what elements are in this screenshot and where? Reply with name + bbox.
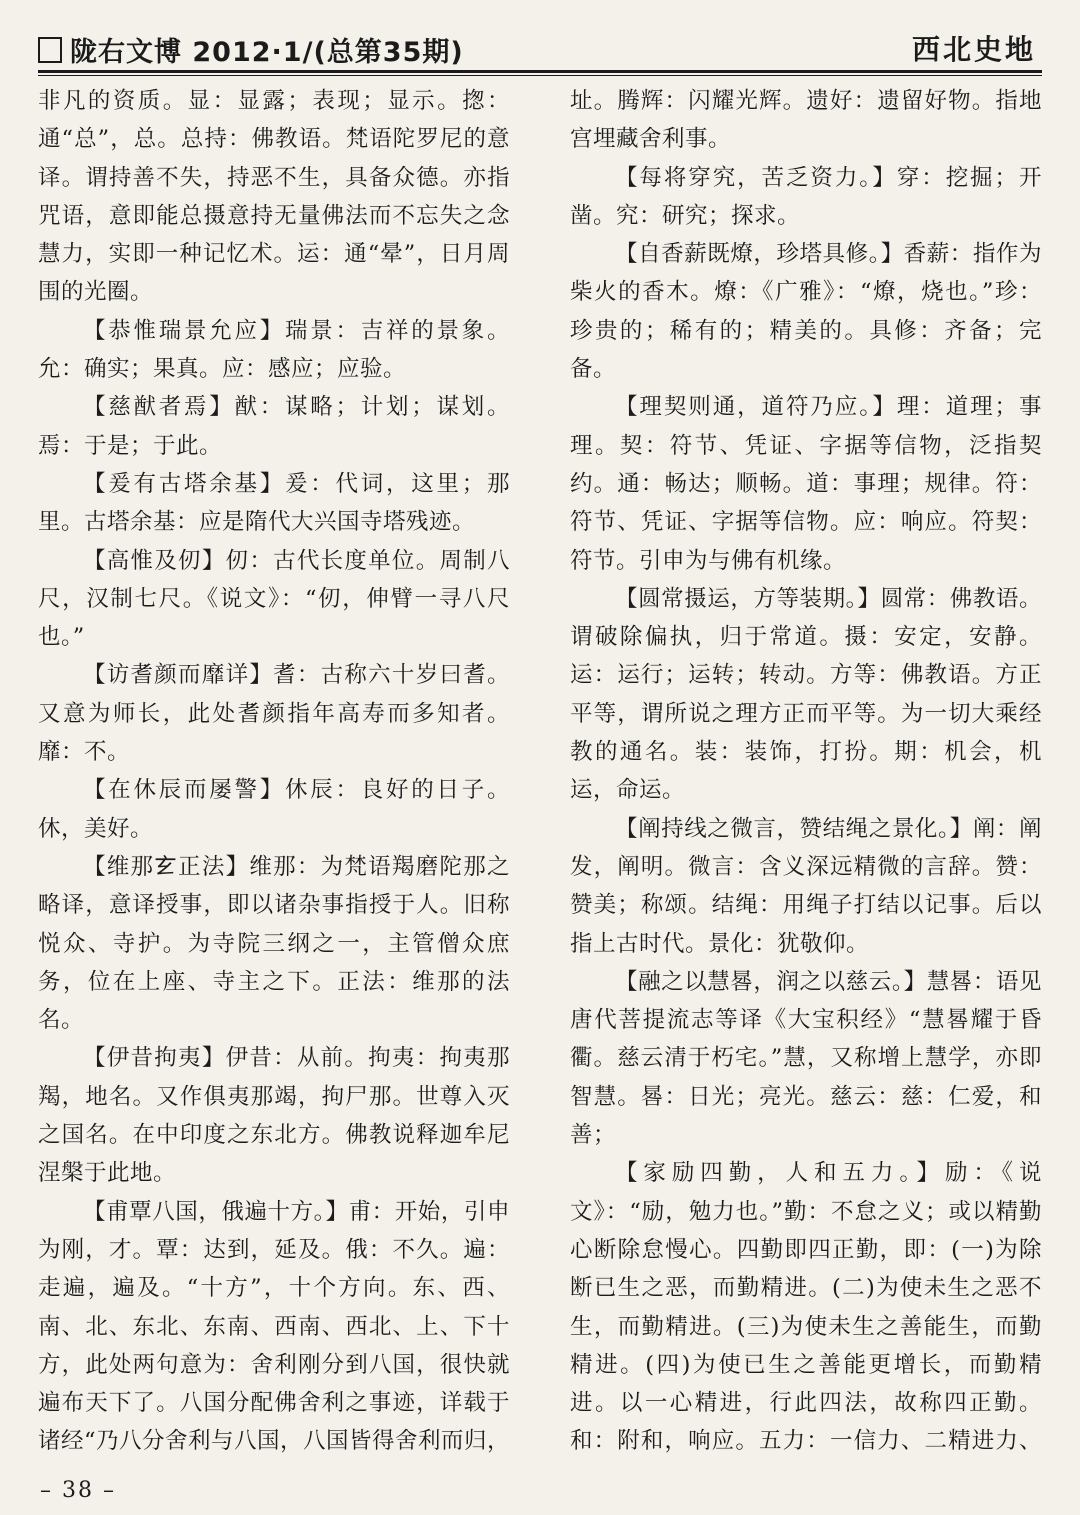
square-mark-icon (38, 37, 62, 63)
paragraph: 【伊昔拘夷】伊昔：从前。拘夷：拘夷那羯，地名。又作俱夷那竭，拘尸那。世尊入灭之国名。在中印度之东北方。佛教说释迦牟尼涅槃于此地。 (38, 1045, 510, 1187)
paragraph: 【家励四勤，人和五力。】励：《说文》：“励，勉力也。”勤：不怠之义；或以精勤心断除怠慢心。四勤即四正勤，即：(一)为除断已生之恶，而勤精进。(二)为使未生之恶不生，而勤精进。(三)为使未生之善能生，而勤精进。(四)为使已生之善能更增长，而勤精进。以一心精进，行此四法，故称四正勤。和：附和，响应。五力：一信力、二精进力、 (570, 1160, 1042, 1455)
page-header (38, 24, 1042, 74)
paragraph: 【圆常摄运，方等装期。】圆常：佛教语。谓破除偏执，归于常道。摄：安定，安静。运：运行；运转；转动。方等：佛教语。方正平等，谓所说之理方正而平等。为一切大乘经教的通名。装：装饰，打扮。期：机会，机运，命运。 (570, 585, 1042, 804)
paragraph: 【高惟及仞】仞：古代长度单位。周制八尺，汉制七尺。《说文》：“仞，伸臂一寻八尺也。” (38, 547, 510, 651)
header-rule (38, 70, 1042, 73)
paragraph: 【自香薪既燎，珍塔具修。】香薪：指作为柴火的香木。燎：《广雅》：“燎，烧也。”珍：珍贵的；稀有的；精美的。具修：齐备；完备。 (570, 241, 1042, 383)
paragraph: 址。腾辉：闪耀光辉。遗好：遗留好物。指地宫埋藏舍利事。 (570, 88, 1042, 153)
paragraph: 【维那𤣥正法】维那：为梵语羯磨陀那之略译，意译授事，即以诸杂事指授于人。旧称悦众、寺护。为寺院三纲之一，主管僧众庶务，位在上座、寺主之下。正法：维那的法名。 (38, 853, 510, 1034)
journal-issue: 陇右文博 2012·1/(总第35期) (70, 37, 464, 68)
paragraph: 【爰有古塔余基】爰：代词，这里；那里。古塔余基：应是隋代大兴国寺塔残迹。 (38, 470, 510, 536)
paragraph: 【慈猷者焉】猷：谋略；计划；谋划。焉：于是；于此。 (38, 394, 510, 459)
page-number: – 38 – (40, 1478, 116, 1503)
article-body (38, 82, 1042, 1455)
paragraph: 【阐持线之微言，赞结绳之景化。】阐：阐发，阐明。微言：含义深远精微的言辞。赞：赞美；称颂。结绳：用绳子打结以记事。后以指上古时代。景化：犹敬仰。 (570, 815, 1042, 957)
section-title: 西北史地 (911, 33, 1036, 66)
left-column (38, 82, 510, 1455)
paragraph: 【理契则通，道符乃应。】理：道理；事理。契：符节、凭证、字据等信物，泛指契约。通：畅达；顺畅。道：事理；规律。符：符节、凭证、字据等信物。应：响应。符契：符节。引申为与佛有机缘。 (570, 394, 1042, 574)
paragraph: 【恭惟瑞景允应】瑞景：吉祥的景象。允：确实；果真。应：感应；应验。 (38, 317, 510, 383)
header-rule-thin (38, 75, 1042, 76)
paragraph: 【每将穿究，苦乏资力。】穿：挖掘；开凿。究：研究；探求。 (570, 164, 1042, 229)
paragraph: 非凡的资质。显：显露；表现；显示。揔：通“总”，总。总持：佛教语。梵语陀罗尼的意译。谓持善不失，持恶不生，具备众德。亦指咒语，意即能总摄意持无量佛法而不忘失之念慧力，实即一种记忆术。运：通“晕”，日月周围的光圈。 (38, 88, 510, 306)
paragraph: 【甫覃八国，俄遍十方。】甫：开始，引申为刚，才。覃：达到，延及。俄：不久。遍：走遍，遍及。“十方”，十个方向。东、西、南、北、东北、东南、西南、西北、上、下十方，此处两句意为：舍利刚分到八国，很快就遍布天下了。八国分配佛舍利之事迹，详载于诸经“乃八分舍利与八国，八国皆得舍利而归， (38, 1198, 510, 1455)
journal-title (38, 30, 464, 69)
right-column (570, 82, 1042, 1455)
paragraph: 【融之以慧晷，润之以慈云。】慧晷：语见唐代菩提流志等译《大宝积经》“慧晷耀于昏衢。慈云清于朽宅。”慧，又称增上慧学，亦即智慧。晷：日光；亮光。慈云：慈：仁爱，和善； (570, 968, 1042, 1149)
paragraph: 【在休辰而屡警】休辰：良好的日子。休，美好。 (38, 777, 510, 842)
paragraph: 【访耆颜而靡详】耆：古称六十岁曰耆。又意为师长，此处耆颜指年高寿而多知者。靡：不。 (38, 662, 510, 766)
